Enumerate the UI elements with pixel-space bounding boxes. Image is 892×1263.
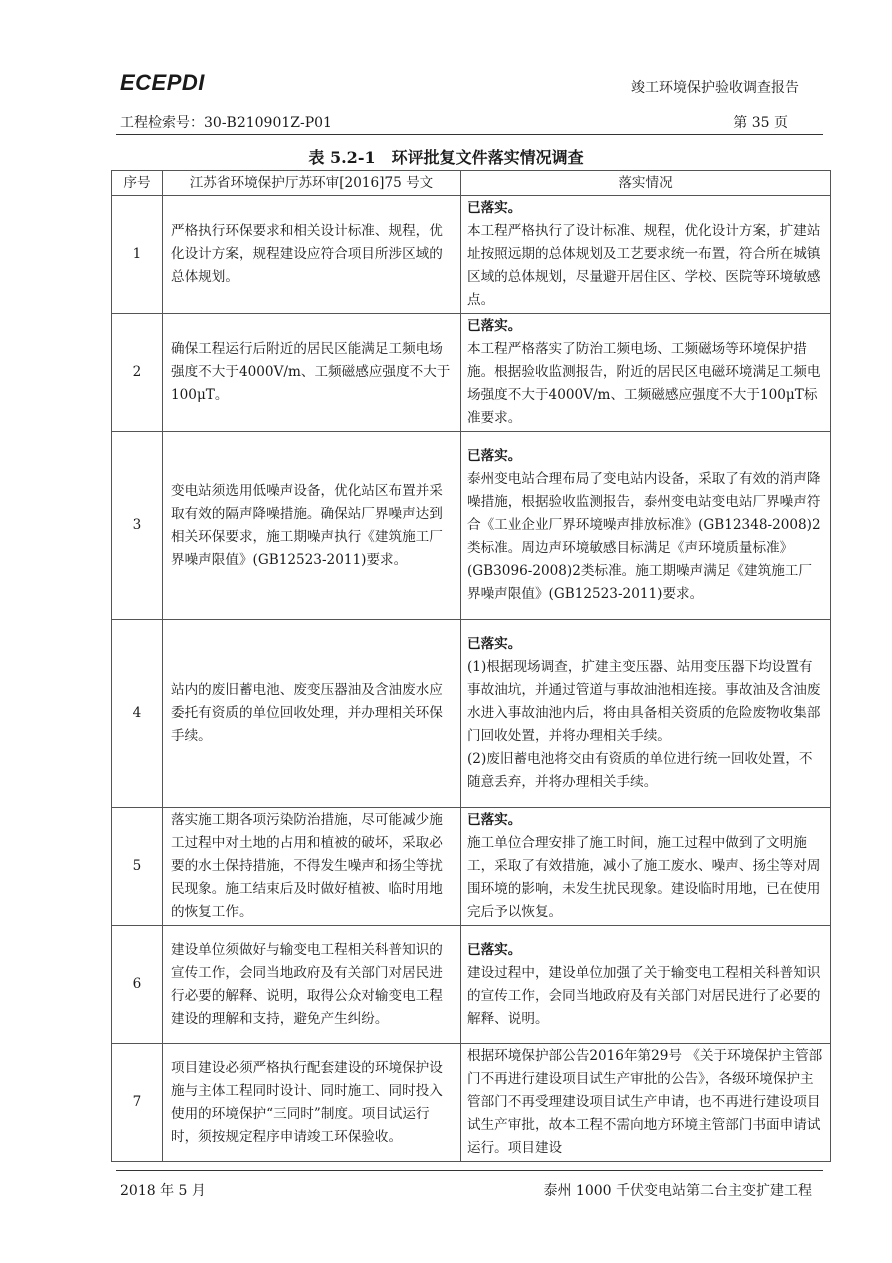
company-logo: ECEPDI <box>120 70 205 95</box>
footer-date: 2018 年 5 月 <box>120 1183 206 1199</box>
table-row <box>112 926 831 1044</box>
footer-divider <box>116 1170 823 1171</box>
row-seq: 6 <box>112 926 163 1044</box>
row-implementation-cell <box>461 314 831 432</box>
row-requirement: 落实施工期各项污染防治措施，尽可能减少施工过程中对土地的占用和植被的破坏，采取必要的水土保持措施，不得发生噪声和扬尘等扰民现象。施工结束后及时做好植被、临时用地的恢复工作。 <box>163 808 461 926</box>
table-row <box>112 432 831 620</box>
page-number: 第 35 页 <box>733 115 788 131</box>
table-row <box>112 620 831 808</box>
row-implementation: 本工程严格落实了防治工频电场、工频磁场等环境保护措施。根据验收监测报告，附近的居民区电磁环境满足工频电场强度不大于4000V/m、工频磁感应强度不大于100μT标准要求。 <box>467 341 821 426</box>
table-row <box>112 314 831 432</box>
row-implementation-cell <box>461 620 831 808</box>
row-seq: 3 <box>112 432 163 620</box>
column-header-seq: 序号 <box>112 171 163 196</box>
column-header-requirement: 江苏省环境保护厅苏环审[2016]75 号文 <box>163 171 461 196</box>
status-implemented: 已落实。 <box>467 941 522 958</box>
status-implemented: 已落实。 <box>467 812 522 828</box>
row-requirement: 建设单位须做好与输变电工程相关科普知识的宣传工作，会同当地政府及有关部门对居民进行必要的解释、说明，取得公众对输变电工程建设的理解和支持，避免产生纠纷。 <box>163 926 461 1044</box>
row-requirement: 严格执行环保要求和相关设计标准、规程，优化设计方案，规程建设应符合项目所涉区域的总体规划。 <box>163 196 461 314</box>
row-implementation-cell <box>461 432 831 620</box>
row-seq: 2 <box>112 314 163 432</box>
row-implementation-cell <box>461 196 831 314</box>
table-header-row <box>112 171 831 196</box>
report-title: 竣工环境保护验收调查报告 <box>631 80 799 96</box>
row-implementation-cell <box>461 926 831 1044</box>
header-divider <box>116 134 823 135</box>
row-implementation: 建设过程中，建设单位加强了关于输变电工程相关科普知识的宣传工作，会同当地政府及有关部门对居民进行了必要的解释、说明。 <box>467 964 821 1027</box>
table-row <box>112 808 831 926</box>
row-seq: 5 <box>112 808 163 926</box>
row-seq: 7 <box>112 1044 163 1162</box>
row-requirement: 项目建设必须严格执行配套建设的环境保护设施与主体工程同时设计、同时施工、同时投入使用的环境保护“三同时”制度。项目试运行时，须按规定程序申请竣工环保验收。 <box>163 1044 461 1162</box>
row-implementation-cell <box>461 808 831 926</box>
row-requirement: 变电站须选用低噪声设备，优化站区布置并采取有效的隔声降噪措施。确保站厂界噪声达到相关环保要求，施工期噪声执行《建筑施工厂界噪声限值》(GB12523-2011)要求。 <box>163 432 461 620</box>
status-implemented: 已落实。 <box>467 200 522 216</box>
row-requirement: 确保工程运行后附近的居民区能满足工频电场强度不大于4000V/m、工频磁感应强度不大于100μT。 <box>163 314 461 432</box>
column-header-implementation: 落实情况 <box>461 171 831 196</box>
footer-project-name: 泰州 1000 千伏变电站第二台主变扩建工程 <box>543 1183 812 1199</box>
status-implemented: 已落实。 <box>467 448 522 464</box>
row-implementation-part: (2)废旧蓄电池将交由有资质的单位进行统一回收处置，不随意丢弃，并将办理相关手续。 <box>467 751 813 790</box>
approval-implementation-table <box>111 170 831 1162</box>
table-row <box>112 1044 831 1162</box>
row-requirement: 站内的废旧蓄电池、废变压器油及含油废水应委托有资质的单位回收处理，并办理相关环保手续。 <box>163 620 461 808</box>
row-seq: 1 <box>112 196 163 314</box>
status-implemented: 已落实。 <box>467 636 522 652</box>
document-number: 工程检索号：30-B210901Z-P01 <box>120 115 332 131</box>
status-implemented: 已落实。 <box>467 318 522 334</box>
table-row <box>112 196 831 314</box>
row-implementation: 施工单位合理安排了施工时间，施工过程中做到了文明施工，采取了有效措施，减小了施工废水、噪声、扬尘等对周围环境的影响，未发生扰民现象。建设临时用地，已在使用完后予以恢复。 <box>467 835 821 920</box>
table-title: 表 5.2-1 环评批复文件落实情况调查 <box>308 148 584 167</box>
row-implementation: 根据环境保护部公告2016年第29号 《关于环境保护主管部门不再进行建设项目试生产审批的公告》，各级环境保护主管部门不再受理建设项目试生产申请，也不再进行建设项目试生产审批，故本工程不需向地方环境主管部门书面申请试运行。项目建设 <box>467 1048 823 1156</box>
row-implementation-part: (1)根据现场调查，扩建主变压器、站用变压器下均设置有事故油坑，并通过管道与事故油池相连接。事故油及含油废水进入事故油池内后，将由具备相关资质的危险废物收集部门回收处置，并将办理相关手续。 <box>467 659 821 744</box>
row-implementation-cell <box>461 1044 831 1162</box>
row-seq: 4 <box>112 620 163 808</box>
row-implementation: 泰州变电站合理布局了变电站内设备，采取了有效的消声降噪措施，根据验收监测报告，泰州变电站变电站厂界噪声符合《工业企业厂界环境噪声排放标准》(GB12348-2008)2类标准。周边声环境敏感目标满足《声环境质量标准》(GB3096-2008)2类标准。施工期噪声满足《建筑施工厂界噪声限值》(GB12523-2011)要求。 <box>467 471 821 602</box>
row-implementation: 本工程严格执行了设计标准、规程，优化设计方案，扩建站址按照远期的总体规划及工艺要求统一布置，符合所在城镇区域的总体规划，尽量避开居住区、学校、医院等环境敏感点。 <box>467 223 821 308</box>
